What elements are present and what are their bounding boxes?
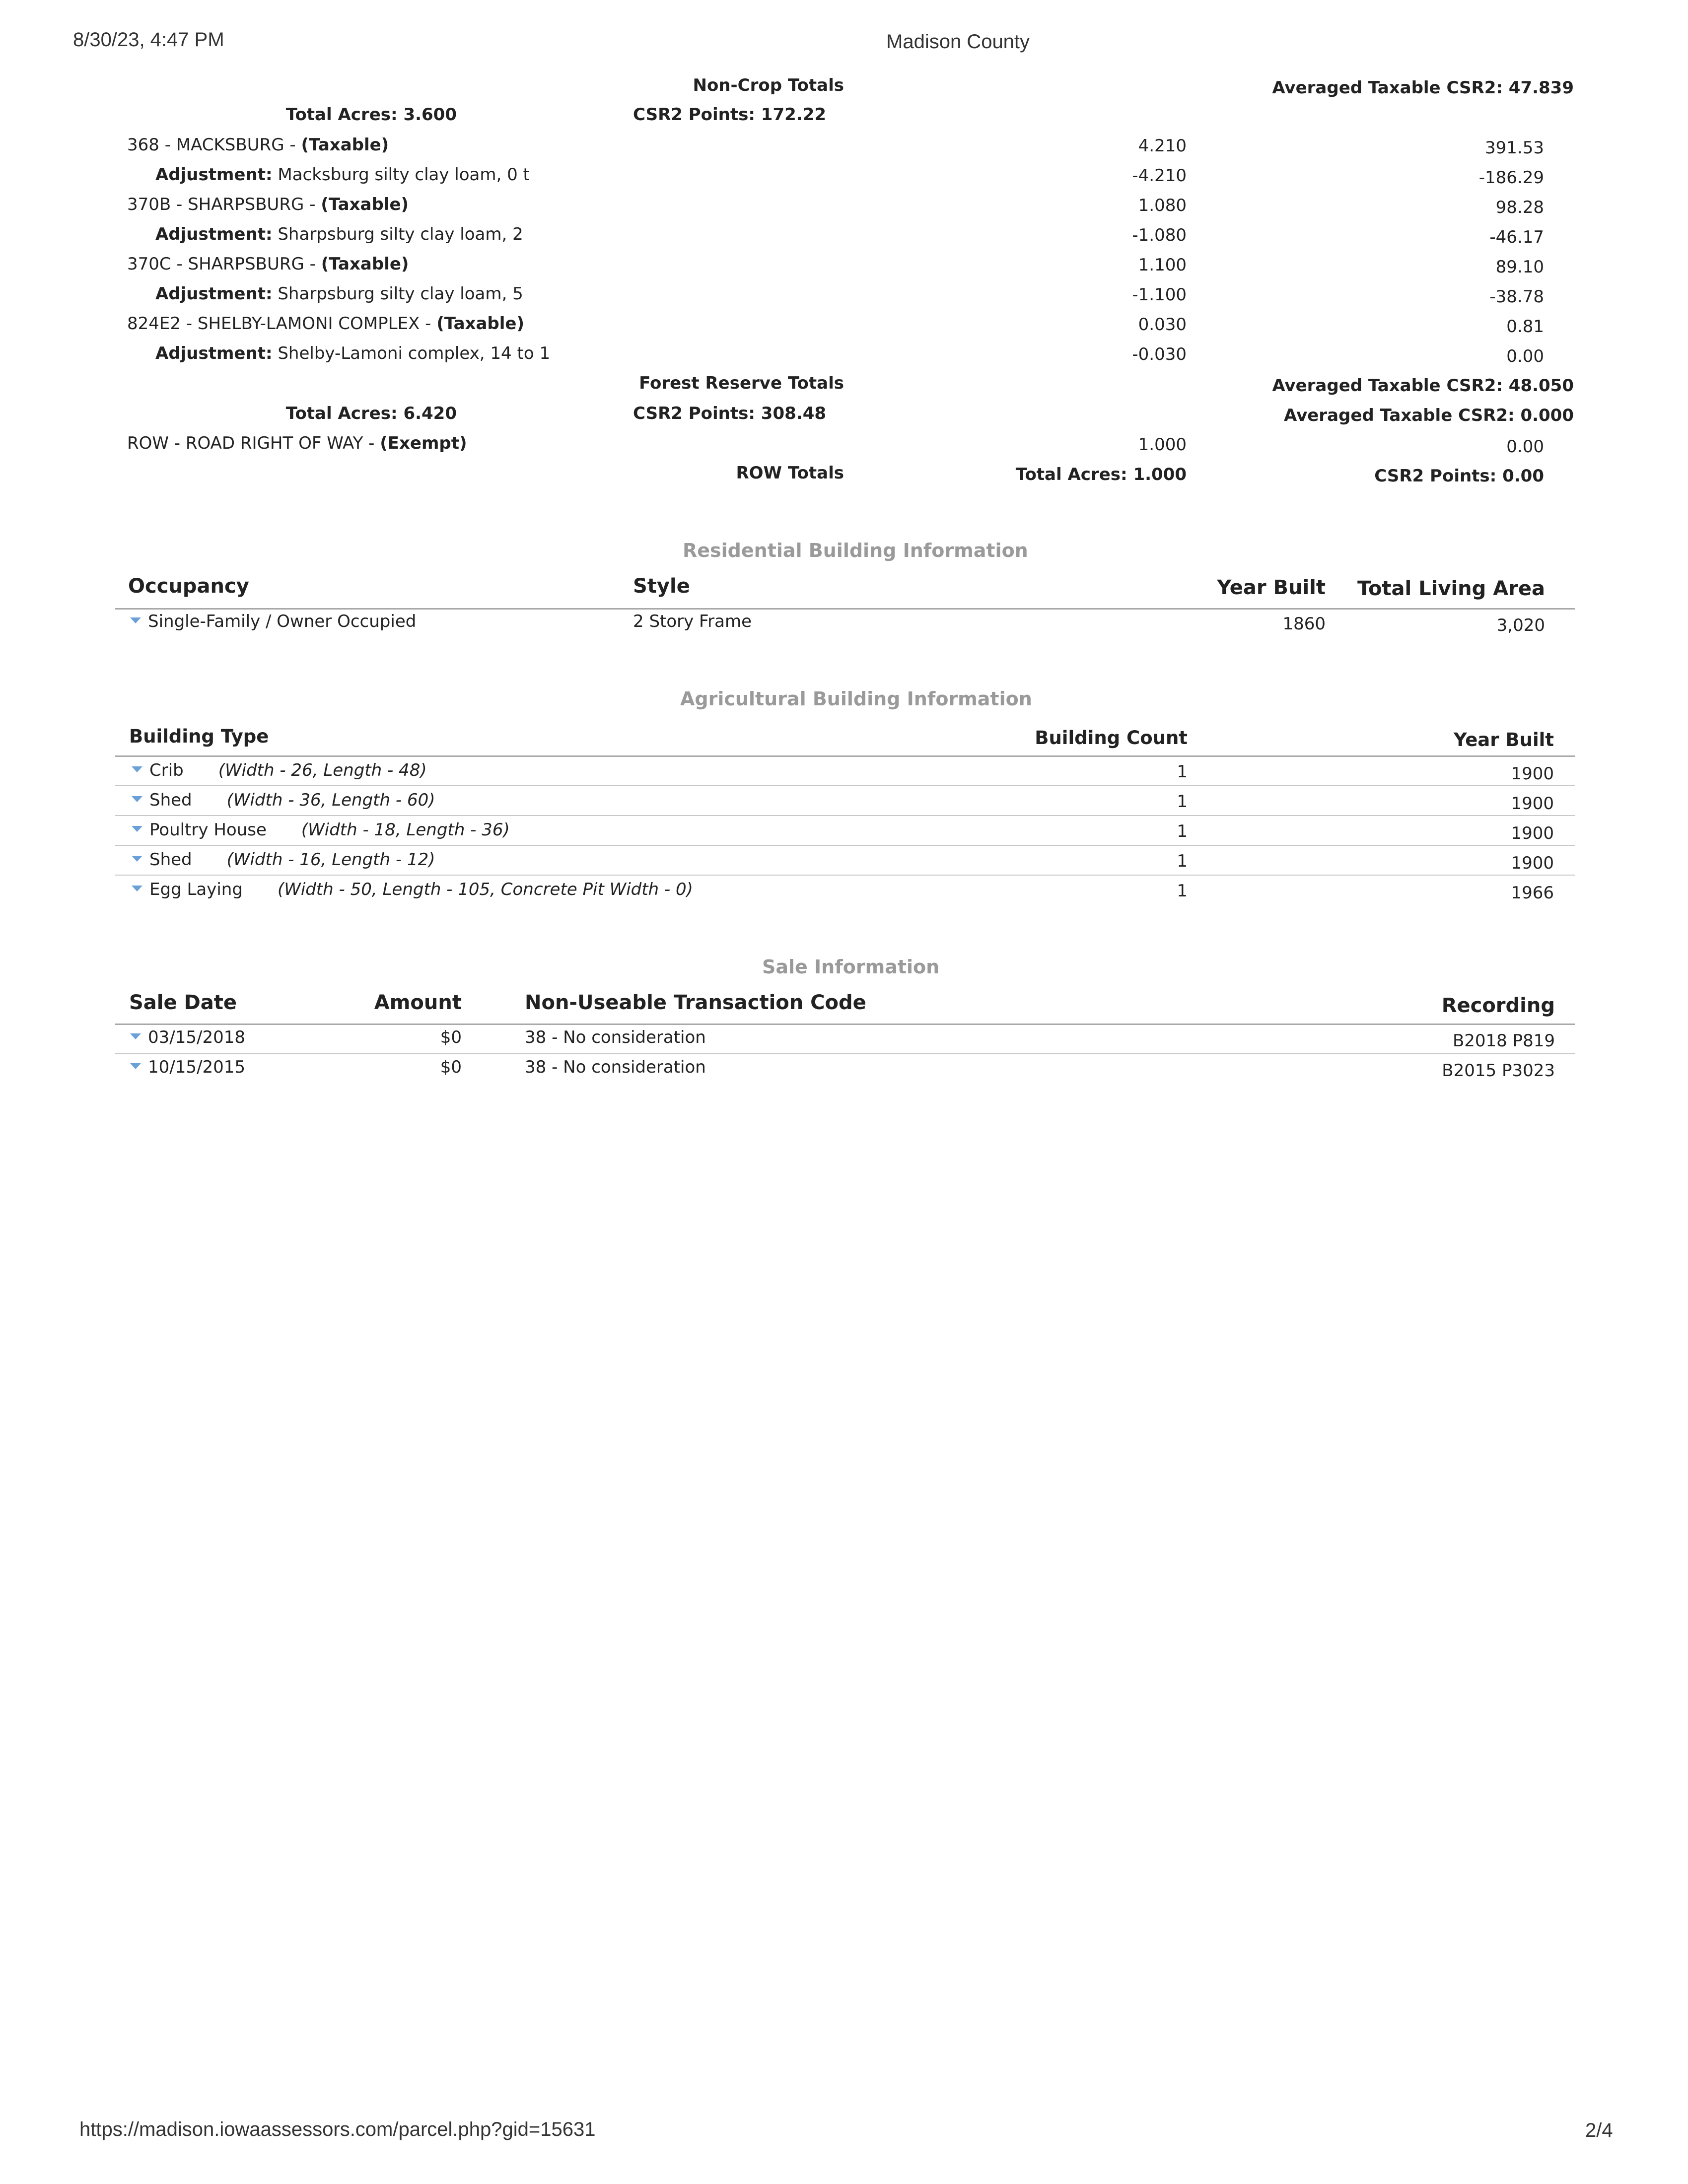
living-area-value: 3,020 (1496, 615, 1545, 635)
row-divider (115, 875, 1575, 876)
forest-avg-csr2-2: Averaged Taxable CSR2: 0.000 (1283, 406, 1574, 425)
col-header-building-count: Building Count (1035, 727, 1188, 749)
building-year-value: 1900 (1511, 823, 1554, 843)
chevron-down-icon[interactable] (130, 617, 141, 623)
soil-row-points: 391.53 (1485, 138, 1544, 158)
building-year-value: 1900 (1511, 764, 1554, 784)
page-url[interactable]: https://madison.iowaassessors.com/parcel.php?gid=15631 (79, 2118, 596, 2140)
adjustment-row-text: Adjustment: Sharpsburg silty clay loam, 5 (155, 284, 523, 304)
soil-row-name: 824E2 - SHELBY-LAMONI COMPLEX - (Taxable) (127, 314, 524, 334)
header-divider (115, 755, 1575, 757)
building-type: Poultry House (149, 820, 267, 840)
col-header-recording: Recording (1441, 994, 1555, 1017)
building-dimensions: (Width - 50, Length - 105, Concrete Pit Width - 0) (277, 880, 693, 899)
col-header-building-type: Building Type (129, 726, 269, 747)
row-total-acres: Total Acres: 1.000 (1015, 465, 1187, 484)
soil-row-acres: 4.210 (1138, 136, 1187, 156)
building-type: Shed (149, 850, 192, 870)
chevron-down-icon[interactable] (130, 1063, 141, 1069)
chevron-down-icon[interactable] (132, 766, 142, 772)
building-year-value: 1900 (1511, 853, 1554, 873)
noncrop-avg-csr2: Averaged Taxable CSR2: 47.839 (1272, 78, 1574, 98)
soil-row-points: 89.10 (1495, 257, 1544, 277)
page-number: 2/4 (1585, 2119, 1613, 2141)
soil-row-acres: -4.210 (1132, 166, 1187, 186)
transaction-code-value: 38 - No consideration (525, 1057, 706, 1077)
forest-total-acres: Total Acres: 6.420 (285, 404, 457, 423)
col-header-style: Style (633, 575, 690, 598)
chevron-down-icon[interactable] (132, 856, 142, 862)
residential-section-title: Residential Building Information (683, 540, 1028, 561)
soil-row-name: 368 - MACKSBURG - (Taxable) (127, 135, 389, 155)
table-row[interactable] (130, 1027, 245, 1047)
noncrop-csr2-points: CSR2 Points: 172.22 (633, 105, 827, 125)
building-type: Shed (149, 790, 192, 810)
chevron-down-icon[interactable] (132, 886, 142, 891)
header-divider (115, 608, 1575, 610)
soil-row-acres: 0.030 (1138, 315, 1187, 335)
soil-row-acres: 1.100 (1138, 255, 1187, 275)
building-count-value: 1 (1177, 851, 1188, 871)
noncrop-totals-label: Non-Crop Totals (693, 75, 844, 95)
col-header-amount: Amount (374, 991, 462, 1014)
year-built-value: 1860 (1282, 614, 1326, 634)
building-dimensions: (Width - 16, Length - 12) (226, 850, 435, 870)
adjustment-row-text: Adjustment: Sharpsburg silty clay loam, 2 (155, 224, 523, 244)
forest-csr2-points: CSR2 Points: 308.48 (633, 404, 827, 423)
transaction-code-value: 38 - No consideration (525, 1027, 706, 1047)
print-datetime: 8/30/23, 4:47 PM (73, 29, 224, 51)
table-row[interactable] (132, 880, 693, 899)
col-header-sale-date: Sale Date (129, 991, 237, 1014)
row-divider (115, 815, 1575, 816)
building-year-value: 1900 (1511, 794, 1554, 814)
col-header-occupancy: Occupancy (128, 575, 249, 598)
row-divider (115, 785, 1575, 786)
row-csr2-points: CSR2 Points: 0.00 (1374, 466, 1544, 486)
table-row[interactable] (130, 612, 416, 631)
soil-row-acres: 1.080 (1138, 196, 1187, 215)
recording-value[interactable]: B2015 P3023 (1442, 1061, 1555, 1081)
table-row[interactable] (132, 790, 435, 810)
adjustment-row-text: Adjustment: Shelby-Lamoni complex, 14 to 1 (155, 343, 551, 363)
page-title: Madison County (886, 31, 1030, 53)
style-value: 2 Story Frame (633, 612, 752, 631)
building-type: Crib (149, 760, 184, 780)
occupancy-value: Single-Family / Owner Occupied (148, 612, 417, 631)
header-divider (115, 1024, 1575, 1025)
soil-row-points: -38.78 (1489, 287, 1544, 307)
soil-row-acres: -0.030 (1132, 344, 1187, 364)
row-item-acres: 1.000 (1138, 435, 1187, 455)
soil-row-points: 98.28 (1495, 198, 1544, 217)
col-header-transaction-code: Non-Useable Transaction Code (525, 991, 866, 1014)
forest-avg-csr2: Averaged Taxable CSR2: 48.050 (1272, 376, 1574, 396)
building-dimensions: (Width - 36, Length - 60) (226, 790, 435, 810)
row-item-name: ROW - ROAD RIGHT OF WAY - (Exempt) (127, 433, 467, 453)
sale-amount-value: $0 (440, 1027, 462, 1047)
recording-value[interactable]: B2018 P819 (1452, 1031, 1555, 1051)
col-header-ag-year-built: Year Built (1453, 729, 1554, 751)
row-divider (115, 1053, 1575, 1054)
soil-row-acres: -1.080 (1132, 225, 1187, 245)
agricultural-section-title: Agricultural Building Information (680, 688, 1032, 710)
building-dimensions: (Width - 26, Length - 48) (218, 760, 427, 780)
building-count-value: 1 (1177, 792, 1188, 812)
building-dimensions: (Width - 18, Length - 36) (301, 820, 510, 840)
adjustment-row-text: Adjustment: Macksburg silty clay loam, 0 t (155, 165, 530, 185)
row-item-points: 0.00 (1506, 437, 1544, 457)
col-header-living-area: Total Living Area (1357, 577, 1545, 600)
col-header-year-built: Year Built (1217, 576, 1326, 599)
chevron-down-icon[interactable] (132, 826, 142, 832)
building-type: Egg Laying (149, 880, 243, 899)
sale-section-title: Sale Information (762, 956, 940, 978)
building-count-value: 1 (1177, 881, 1188, 901)
soil-row-points: -186.29 (1478, 168, 1544, 188)
sale-amount-value: $0 (440, 1057, 462, 1077)
table-row[interactable] (132, 760, 427, 780)
chevron-down-icon[interactable] (132, 796, 142, 802)
building-count-value: 1 (1177, 762, 1188, 782)
row-divider (115, 845, 1575, 846)
forest-totals-label: Forest Reserve Totals (639, 373, 844, 393)
soil-row-points: 0.00 (1506, 346, 1544, 366)
soil-row-name: 370C - SHARPSBURG - (Taxable) (127, 254, 409, 274)
building-year-value: 1966 (1511, 883, 1554, 903)
chevron-down-icon[interactable] (130, 1033, 141, 1039)
sale-date-value: 03/15/2018 (148, 1027, 245, 1047)
row-totals-label: ROW Totals (736, 463, 844, 483)
soil-row-acres: -1.100 (1132, 285, 1187, 305)
soil-row-name: 370B - SHARPSBURG - (Taxable) (127, 195, 409, 214)
building-count-value: 1 (1177, 821, 1188, 841)
table-row[interactable] (132, 850, 435, 870)
soil-row-points: 0.81 (1506, 317, 1544, 337)
sale-date-value: 10/15/2015 (148, 1057, 245, 1077)
noncrop-total-acres: Total Acres: 3.600 (285, 105, 457, 125)
table-row[interactable] (132, 820, 510, 840)
soil-row-points: -46.17 (1489, 227, 1544, 247)
table-row[interactable] (130, 1057, 245, 1077)
